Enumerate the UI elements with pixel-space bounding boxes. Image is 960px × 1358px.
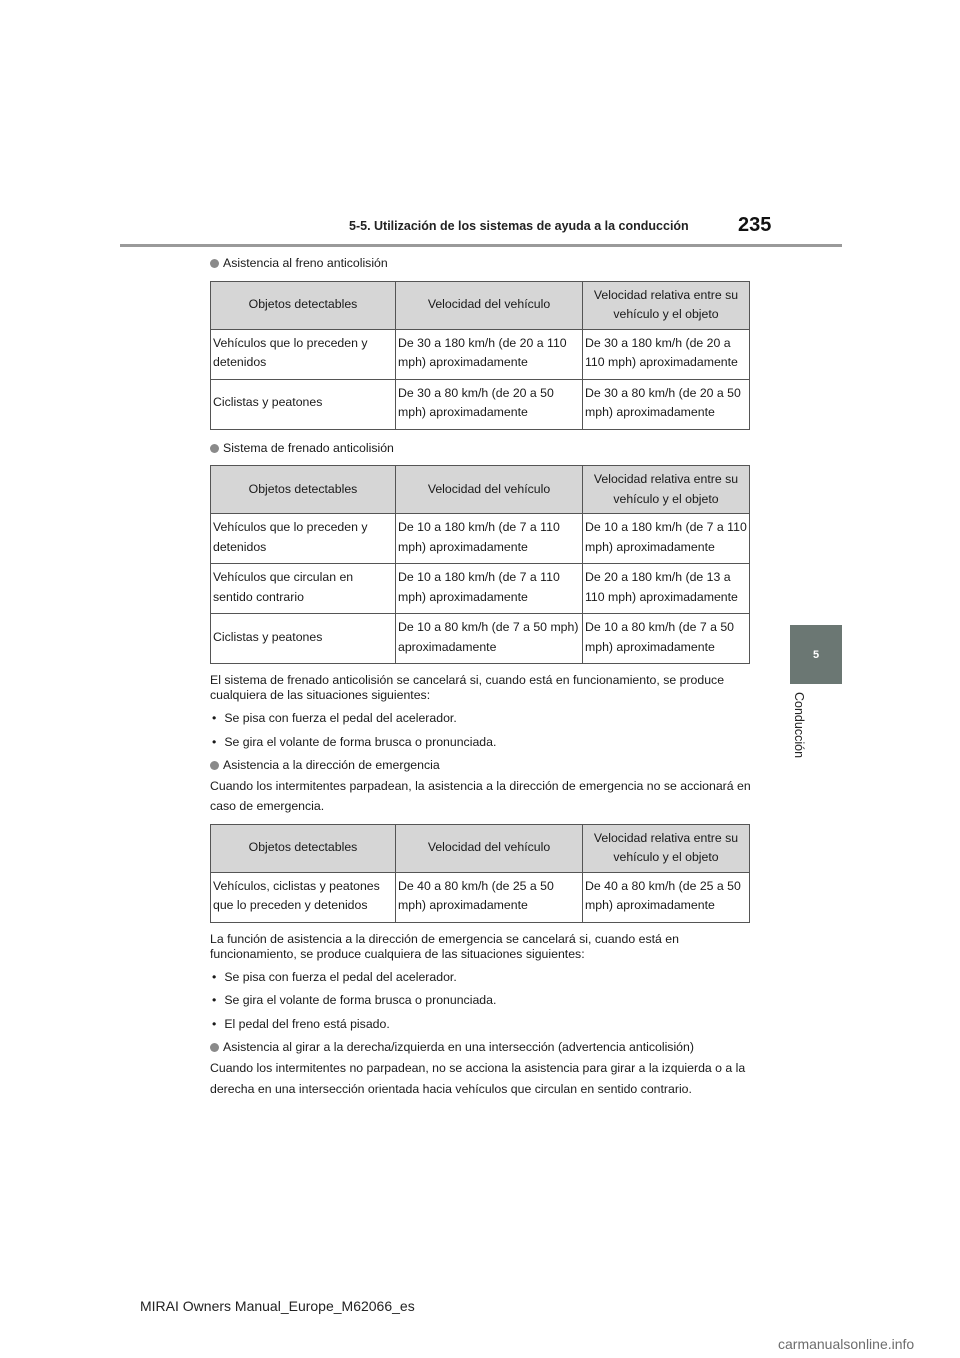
table-cell: Vehículos que lo preceden y detenidos [211,514,396,564]
bullet-dot-icon [210,1043,219,1052]
header-divider [120,244,842,247]
table-row [211,514,750,564]
table-cell: Ciclistas y peatones [211,379,396,429]
table-row [211,564,750,614]
table-cell: De 30 a 80 km/h (de 20 a 50 mph) aproximadamente [583,379,750,429]
main-content [210,254,752,1100]
chapter-tab[interactable] [790,625,842,684]
col-header-objects: Objetos detectables [211,824,396,872]
section4-heading [210,1038,752,1058]
table-header-row [211,466,750,514]
table-cell: De 30 a 180 km/h (de 20 a 110 mph) aproximadamente [583,329,750,379]
col-header-objects: Objetos detectables [211,281,396,329]
list-item: • Se pisa con fuerza el pedal del acelerador. [210,968,752,988]
section1-heading [210,254,752,274]
table-cell: De 30 a 180 km/h (de 20 a 110 mph) aproximadamente [396,329,583,379]
table-cell: De 10 a 80 km/h (de 7 a 50 mph) aproximadamente [583,614,750,664]
list-item: • El pedal del freno está pisado. [210,1015,752,1035]
table-row [211,379,750,429]
section-title: 5-5. Utilización de los sistemas de ayuda a la conducción [349,219,689,233]
list-item-text: Se gira el volante de forma brusca o pronunciada. [224,993,497,1007]
chapter-label: Conducción [792,692,806,759]
list-item-text: Se gira el volante de forma brusca o pronunciada. [224,734,497,749]
table-cell: De 40 a 80 km/h (de 25 a 50 mph) aproximadamente [583,872,750,922]
col-header-relative-speed: Velocidad relativa entre su vehículo y el objeto [583,466,750,514]
section3-heading-text: Asistencia a la dirección de emergencia [223,758,440,772]
table-cell: De 10 a 180 km/h (de 7 a 110 mph) aproximadamente [396,514,583,564]
table-collision-brake-assist [210,281,750,430]
table-cell: De 30 a 80 km/h (de 20 a 50 mph) aproximadamente [396,379,583,429]
section2-heading-text: Sistema de frenado anticolisión [223,440,394,455]
col-header-vehicle-speed: Velocidad del vehículo [396,466,583,514]
table-cell: Vehículos que lo preceden y detenidos [211,329,396,379]
table-row [211,329,750,379]
list-item-text: Se pisa con fuerza el pedal del acelerador. [224,969,457,984]
footer-manual-name: MIRAI Owners Manual_Europe_M62066_es [140,1298,415,1314]
section4-text: Cuando los intermitentes no parpadean, no se acciona la asistencia para girar a la izquierda o a la derecha en una intersección orientada hacia vehículos que circulan en sentido contrario. [210,1060,746,1096]
chapter-number: 5 [812,648,820,661]
table-row [211,614,750,664]
col-header-relative-speed: Velocidad relativa entre su vehículo y el objeto [583,824,750,872]
section2-heading [210,439,752,459]
table-header-row [211,824,750,872]
bullet-dot-icon [210,444,219,453]
section1-heading-text: Asistencia al freno anticolisión [223,256,388,270]
table-row [211,872,750,922]
section3-cancel-intro: La función de asistencia a la dirección de emergencia se cancelará si, cuando está en funcionamiento, se produce cualquiera de las situaciones siguientes: [210,931,679,961]
table-cell: De 10 a 180 km/h (de 7 a 110 mph) aproximadamente [583,514,750,564]
list-item: • Se pisa con fuerza el pedal del acelerador. [210,709,752,729]
section3-heading [210,756,752,776]
bullet-dot-icon [210,761,219,770]
section2-cancel-intro: El sistema de frenado anticolisión se cancelará si, cuando está en funcionamiento, se produce cualquiera de las situaciones siguientes: [210,673,725,702]
table-cell: Vehículos, ciclistas y peatones que lo preceden y detenidos [211,872,396,922]
list-item: • Se gira el volante de forma brusca o pronunciada. [210,991,752,1011]
col-header-vehicle-speed: Velocidad del vehículo [396,824,583,872]
table-cell: Ciclistas y peatones [211,614,396,664]
list-item: • Se gira el volante de forma brusca o pronunciada. [210,733,752,753]
table-cell: Vehículos que circulan en sentido contrario [211,564,396,614]
table-cell: De 20 a 180 km/h (de 13 a 110 mph) aproximadamente [583,564,750,614]
page-number: 235 [738,214,772,236]
col-header-objects: Objetos detectables [211,466,396,514]
list-item-text: El pedal del freno está pisado. [224,1016,390,1031]
watermark: carmanualsonline.info [778,1336,915,1352]
table-emergency-steering-assist [210,824,750,923]
list-item-text: Se pisa con fuerza el pedal del acelerador. [224,711,457,725]
table-header-row [211,281,750,329]
col-header-vehicle-speed: Velocidad del vehículo [396,281,583,329]
table-cell: De 40 a 80 km/h (de 25 a 50 mph) aproximadamente [396,872,583,922]
table-cell: De 10 a 180 km/h (de 7 a 110 mph) aproximadamente [396,564,583,614]
section3-intro: Cuando los intermitentes parpadean, la asistencia a la dirección de emergencia no se accionará en caso de emergencia. [210,778,751,813]
table-collision-braking-system [210,465,750,664]
table-cell: De 10 a 80 km/h (de 7 a 50 mph) aproximadamente [396,614,583,664]
bullet-dot-icon [210,259,219,268]
section4-heading-text: Asistencia al girar a la derecha/izquierda en una intersección (advertencia anticolisión) [223,1040,694,1054]
col-header-relative-speed: Velocidad relativa entre su vehículo y el objeto [583,281,750,329]
